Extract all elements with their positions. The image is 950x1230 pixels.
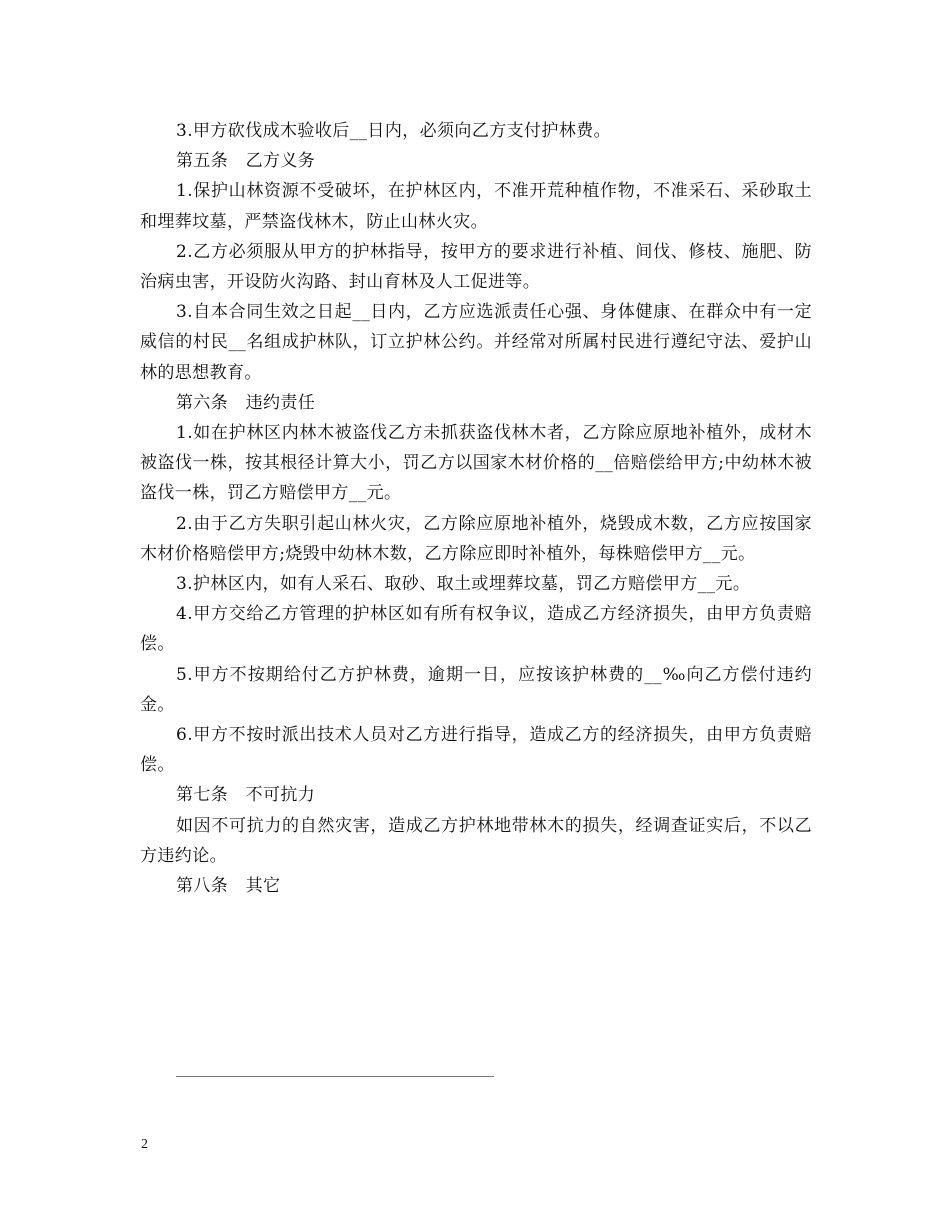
paragraph-clause-5-item-2: 2.乙方必须服从甲方的护林指导，按甲方的要求进行补植、间伐、修枝、施肥、防治病虫害，开设防火沟路、封山育林及人工促进等。 bbox=[140, 241, 812, 293]
paragraph-clause-4-item-3: 3.甲方砍伐成木验收后__日内，必须向乙方支付护林费。 bbox=[176, 121, 612, 141]
paragraph-clause-6-item-2: 2.由于乙方失职引起山林火灾，乙方除应原地补植外，烧毁成木数，乙方应按国家木材价格赔偿甲方;烧毁中幼林木数，乙方除应即时补植外，每株赔偿甲方__元。 bbox=[140, 513, 812, 564]
heading-article-7: 第七条 不可抗力 bbox=[176, 785, 316, 806]
paragraph-clause-6-item-5: 5.甲方不按期给付乙方护林费，逾期一日，应按该护林费的__‰向乙方偿付违约金。 bbox=[140, 664, 812, 715]
paragraph-clause-7: 如因不可抗力的自然灾害，造成乙方护林地带林木的损失，经调查证实后，不以乙方违约论。 bbox=[140, 815, 812, 866]
paragraph-clause-6-item-4: 4.甲方交给乙方管理的护林区如有所有权争议，造成乙方经济损失，由甲方负责赔偿。 bbox=[140, 604, 812, 655]
paragraph-clause-6-item-1: 1.如在护林区内林木被盗伐乙方未抓获盗伐林木者，乙方除应原地补植外，成材木被盗伐一株，按其根径计算大小，罚乙方以国家木材价格的__倍赔偿给甲方;中幼林木被盗伐一株，罚乙方赔偿甲方__元。 bbox=[140, 423, 812, 504]
paragraph-clause-5-item-3: 3.自本合同生效之日起__日内，乙方应选派责任心强、身体健康、在群众中有一定威信的村民__名组成护林队，订立护林公约。并经常对所属村民进行遵纪守法、爱护山林的思想教育。 bbox=[140, 302, 812, 383]
heading-article-6: 第六条 违约责任 bbox=[176, 392, 316, 413]
paragraph-clause-5-item-1: 1.保护山林资源不受破坏，在护林区内，不准开荒种植作物，不准采石、采砂取土和埋葬坟墓，严禁盗伐林木，防止山林火灾。 bbox=[140, 181, 812, 232]
heading-article-5: 第五条 乙方义务 bbox=[176, 151, 316, 172]
paragraph-clause-6-item-6: 6.甲方不按时派出技术人员对乙方进行指导，造成乙方的经济损失，由甲方负责赔偿。 bbox=[140, 725, 812, 776]
heading-article-8: 第八条 其它 bbox=[176, 876, 281, 897]
signature-blank-line bbox=[176, 1076, 494, 1077]
page-number: 2 bbox=[141, 1137, 148, 1152]
document-body bbox=[140, 116, 812, 901]
paragraph-clause-6-item-3: 3.护林区内，如有人采石、取砂、取土或埋葬坟墓，罚乙方赔偿甲方__元。 bbox=[176, 574, 751, 595]
